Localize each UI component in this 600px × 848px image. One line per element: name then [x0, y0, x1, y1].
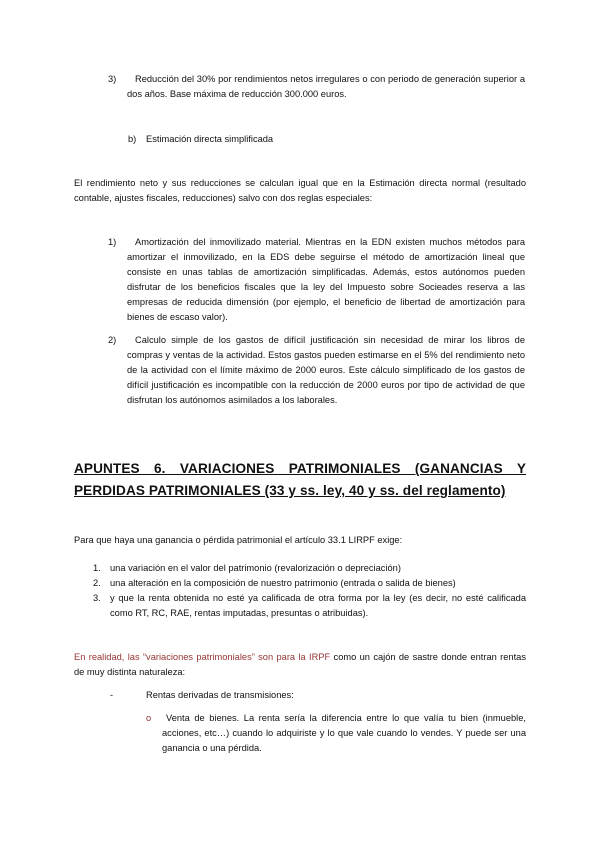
list-number: 2.: [93, 578, 101, 588]
list-item-text: Amortización del inmovilizado material. Mientras en la EDN existen muchos métodos para amortizar el inmovilizado, en la EDS debe seguirse el método de amortización lineal que consiste en unas tablas de amortización simplificadas. Además, estos autónomos pueden disfrutar de los beneficios fiscales que la ley del Impuesto sobre Socieades reserva a las empresas de reducida dimensión (por ejemplo, el beneficio de libertad de amortización para bienes de escaso valor).: [127, 237, 525, 322]
subheading-marker: b): [128, 134, 137, 144]
list-item-text: una alteración en la composición de nuestro patrimonio (entrada o salida de bienes): [110, 578, 456, 588]
list-number: 1): [108, 237, 117, 247]
list-number: 1.: [93, 563, 101, 573]
list-item-text: Calculo simple de los gastos de difícil justificación sin necesidad de mirar los libros de compras y ventas de la actividad. Estos gastos pueden estimarse en el 5% del rendimiento neto de la actividad con el límite máximo de 2000 euros. Este cálculo simplificado de los gastos de difícil justificación es incompatible con la reducción de 2000 euros por tipo de actividad de que disfrutan los autónomos asimilados a los laborales.: [127, 335, 525, 405]
section-heading: APUNTES 6. VARIACIONES PATRIMONIALES (GANANCIAS Y PERDIDAS PATRIMONIALES (33 y ss. ley, 40 y ss. del reglamento): [74, 461, 526, 498]
list-item-text: Rentas derivadas de transmisiones:: [146, 690, 294, 700]
dash-bullet: -: [110, 690, 114, 700]
list-number: 3.: [93, 593, 101, 603]
list-item-text: y que la renta obtenida no esté ya calificada de otra forma por la ley (es decir, no esté calificada como RT, RC, RAE, rentas imputadas, presuntas o atribuidas).: [110, 593, 526, 618]
highlighted-text: En realidad, las “variaciones patrimoniales” son para la IRPF: [74, 652, 331, 662]
list-number: 3): [108, 74, 117, 84]
circle-bullet-icon: o: [146, 713, 152, 723]
list-item-text: una variación en el valor del patrimonio (revalorización o depreciación): [110, 563, 401, 573]
subheading: Estimación directa simplificada: [146, 134, 274, 144]
list-item-text: Venta de bienes. La renta sería la diferencia entre lo que valía tu bien (inmueble, acciones, etc…) cuando lo adquiriste y lo que vale cuando lo vendes. Y puede ser una ganancia o una pérdida.: [162, 713, 526, 753]
paragraph: El rendimiento neto y sus reducciones se calculan igual que en la Estimación directa normal (resultado contable, ajustes fiscales, reducciones) salvo con dos reglas especiales:: [74, 178, 526, 203]
paragraph: Para que haya una ganancia o pérdida patrimonial el artículo 33.1 LIRPF exige:: [74, 535, 403, 545]
list-item-text: Reducción del 30% por rendimientos netos irregulares o con periodo de generación superior a dos años. Base máxima de reducción 300.000 euros.: [127, 74, 525, 99]
paragraph-text: como un cajón de sastre donde entran rentas de muy distinta naturaleza:: [74, 652, 526, 677]
paragraph: [74, 650, 526, 680]
list-number: 2): [108, 335, 117, 345]
